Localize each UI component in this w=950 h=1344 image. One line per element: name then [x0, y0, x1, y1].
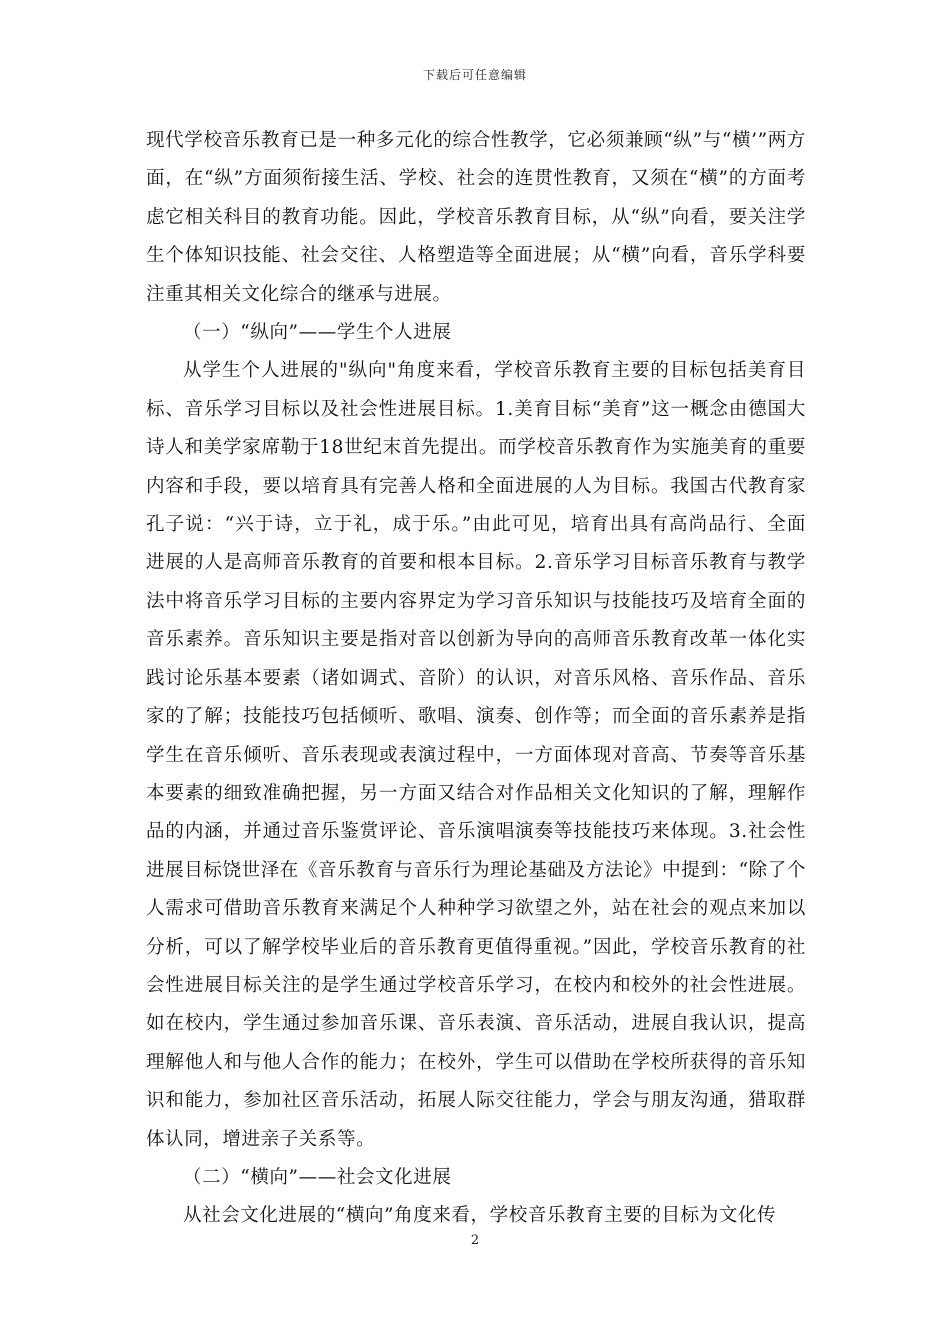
header-note: 下载后可任意编辑 — [422, 68, 527, 82]
document-body — [146, 122, 806, 1236]
section-heading-vertical: （一）“纵向”——学生个人进展 — [183, 322, 452, 344]
paragraph-intro: 现代学校音乐教育已是一种多元化的综合性教学，它必须兼顾“纵”与“横’”两方面，在“纵”方面须衔接生活、学校、社会的连贯性教育，又须在“横”的方面考虑它相关科目的教育功能。因此，学校音乐教育目标，从“纵”向看，要关注学生个体知识技能、社会交往、人格塑造等全面进展；从“横”向看，音乐学科要注重其相关文化综合的继承与进展。 — [146, 130, 806, 305]
paragraph-vertical: 从学生个人进展的"纵向"角度来看，学校音乐教育主要的目标包括美育目标、音乐学习目标以及社会性进展目标。1.美育目标“美育”这一概念由德国大诗人和美学家席勒于18世纪末首先提出。而学校音乐教育作为实施美育的重要内容和手段，要以培育具有完善人格和全面进展的人为目标。我国古代教育家孔子说：“兴于诗，立于礼，成于乐。”由此可见，培育出具有高尚品行、全面进展的人是高师音乐教育的首要和根本目标。2.音乐学习目标音乐教育与教学法中将音乐学习目标的主要内容界定为学习音乐知识与技能技巧及培育全面的音乐素养。音乐知识主要是指对音以创新为导向的高师音乐教育改革一体化实践讨论乐基本要素（诸如调式、音阶）的认识，对音乐风格、音乐作品、音乐家的了解；技能技巧包括倾听、歌唱、演奏、创作等；而全面的音乐素养是指学生在音乐倾听、音乐表现或表演过程中，一方面体现对音高、节奏等音乐基本要素的细致准确把握，另一方面又结合对作品相关文化知识的了解，理解作品的内涵，并通过音乐鉴赏评论、音乐演唱演奏等技能技巧来体现。3.社会性进展目标饶世泽在《音乐教育与音乐行为理论基础及方法论》中提到：“除了个人需求可借助音乐教育来满足个人种种学习欲望之外，站在社会的观点来加以分析，可以了解学校毕业后的音乐教育更值得重视。”因此，学校音乐教育的社会性进展目标关注的是学生通过学校音乐学习，在校内和校外的社会性进展。如在校内，学生通过参加音乐课、音乐表演、音乐活动，进展自我认识，提高理解他人和与他人合作的能力；在校外，学生可以借助在学校所获得的音乐知识和能力，参加社区音乐活动，拓展人际交往能力，学会与朋友沟通，猎取群体认同，增进亲子关系等。 — [146, 360, 806, 1150]
page-number: 2 — [470, 1233, 480, 1248]
paragraph-horizontal: 从社会文化进展的“横向”角度来看，学校音乐教育主要的目标为文化传 — [183, 1205, 777, 1227]
section-heading-horizontal: （二）“横向”——社会文化进展 — [183, 1166, 452, 1188]
